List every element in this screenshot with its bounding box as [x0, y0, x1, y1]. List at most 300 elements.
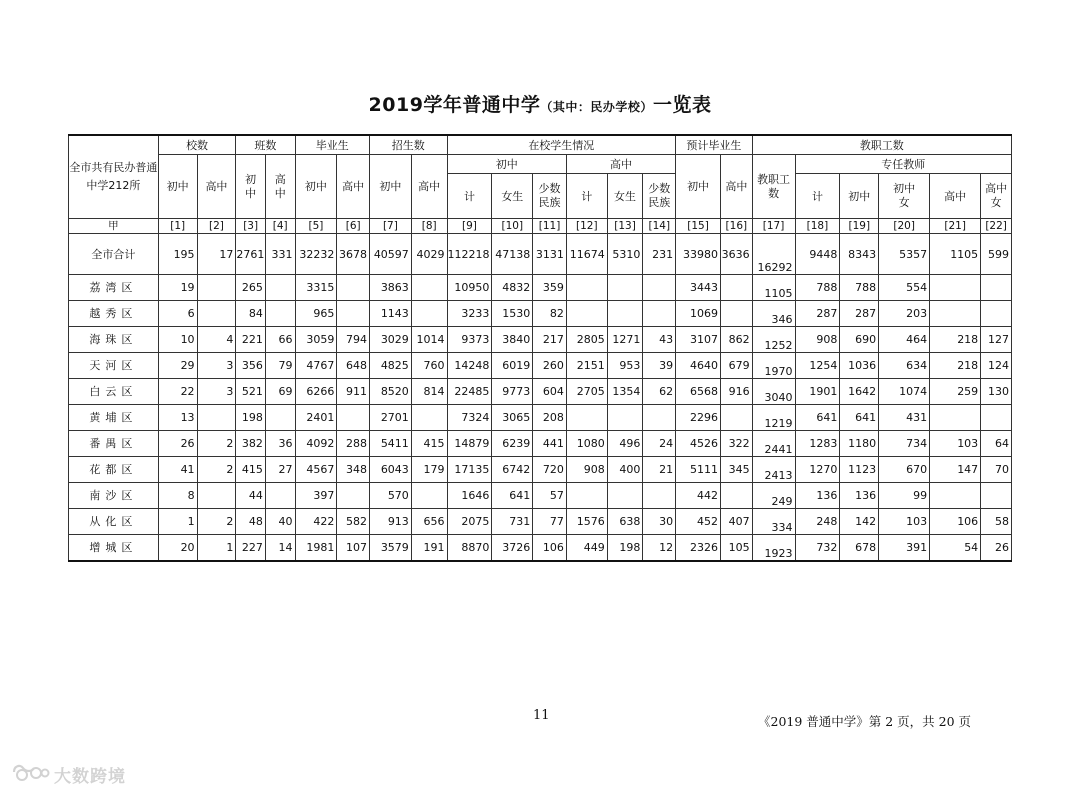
table-cell: 14248: [447, 353, 492, 379]
table-cell: 734: [879, 431, 930, 457]
header-staff: 教职工数: [752, 135, 1011, 155]
table-cell: 3: [197, 353, 236, 379]
table-row: [69, 509, 1012, 535]
table-cell: 4567: [295, 457, 337, 483]
table-cell: 198: [236, 405, 266, 431]
table-cell: 422: [295, 509, 337, 535]
table-cell: 3726: [492, 535, 533, 562]
table-cell: 62: [643, 379, 676, 405]
table-cell: [721, 275, 753, 301]
table-cell: 788: [840, 275, 879, 301]
table-cell: 449: [566, 535, 607, 562]
header-schools-junior: 初中: [158, 155, 197, 219]
table-cell: 452: [676, 509, 721, 535]
table-cell: 582: [337, 509, 370, 535]
table-body: [69, 234, 1012, 562]
table-cell: 17135: [447, 457, 492, 483]
table-cell: 1576: [566, 509, 607, 535]
table-cell: 3579: [369, 535, 411, 562]
table-cell: [930, 483, 981, 509]
table-cell: 1530: [492, 301, 533, 327]
table-cell: 1123: [840, 457, 879, 483]
table-cell: 1105: [930, 234, 981, 275]
row-label: 花都区: [69, 457, 159, 483]
row-label: 增城区: [69, 535, 159, 562]
table-cell: 678: [840, 535, 879, 562]
table-row: [69, 431, 1012, 457]
table-cell: [265, 405, 295, 431]
statistics-table: [68, 134, 1012, 562]
table-cell: [607, 275, 643, 301]
table-cell: [566, 301, 607, 327]
table-cell: 8870: [447, 535, 492, 562]
table-cell: 1143: [369, 301, 411, 327]
table-cell: 641: [492, 483, 533, 509]
table-cell: 965: [295, 301, 337, 327]
column-index-cell: [4]: [265, 219, 295, 234]
table-cell: 260: [533, 353, 567, 379]
table-cell: 1981: [295, 535, 337, 562]
table-cell: 249: [752, 483, 795, 509]
table-cell: 103: [879, 509, 930, 535]
table-cell: 908: [566, 457, 607, 483]
table-cell: 195: [158, 234, 197, 275]
column-index-cell: [16]: [721, 219, 753, 234]
column-index-cell: [17]: [752, 219, 795, 234]
table-cell: 127: [981, 327, 1012, 353]
table-cell: 554: [879, 275, 930, 301]
table-cell: 391: [879, 535, 930, 562]
table-cell: 10950: [447, 275, 492, 301]
table-cell: 4092: [295, 431, 337, 457]
table-cell: 1: [197, 535, 236, 562]
table-cell: 99: [879, 483, 930, 509]
table-cell: 911: [337, 379, 370, 405]
table-cell: 287: [840, 301, 879, 327]
column-index-cell: [18]: [795, 219, 840, 234]
table-cell: 1271: [607, 327, 643, 353]
table-cell: 44: [236, 483, 266, 509]
table-cell: 77: [533, 509, 567, 535]
table-cell: [721, 301, 753, 327]
table-cell: 464: [879, 327, 930, 353]
table-cell: 39: [643, 353, 676, 379]
table-cell: [411, 301, 447, 327]
table-cell: 496: [607, 431, 643, 457]
table-cell: 400: [607, 457, 643, 483]
table-row: [69, 353, 1012, 379]
header-students: 在校学生情况: [447, 135, 676, 155]
table-cell: [566, 483, 607, 509]
header-classes: 班数: [236, 135, 295, 155]
table-cell: 26: [158, 431, 197, 457]
table-cell: 648: [337, 353, 370, 379]
table-cell: 22: [158, 379, 197, 405]
table-cell: 570: [369, 483, 411, 509]
column-index-cell: [8]: [411, 219, 447, 234]
table-cell: [337, 275, 370, 301]
watermark: [10, 761, 126, 787]
table-cell: 5310: [607, 234, 643, 275]
header-classes-senior: 高 中: [265, 155, 295, 219]
header-row-sub: [69, 155, 1012, 174]
table-cell: 136: [795, 483, 840, 509]
table-cell: 397: [295, 483, 337, 509]
table-cell: 916: [721, 379, 753, 405]
table-cell: 599: [981, 234, 1012, 275]
table-cell: 634: [879, 353, 930, 379]
table-cell: 208: [533, 405, 567, 431]
table-cell: 54: [930, 535, 981, 562]
table-row: [69, 379, 1012, 405]
table-cell: [265, 483, 295, 509]
table-row: [69, 327, 1012, 353]
table-cell: 641: [840, 405, 879, 431]
header-senior-minority: 少数 民族: [643, 174, 676, 219]
table-cell: [930, 405, 981, 431]
table-cell: 29: [158, 353, 197, 379]
table-cell: [265, 301, 295, 327]
table-cell: [411, 405, 447, 431]
table-row: [69, 275, 1012, 301]
table-cell: [607, 301, 643, 327]
table-cell: 10: [158, 327, 197, 353]
table-row: [69, 301, 1012, 327]
table-cell: 14: [265, 535, 295, 562]
table-cell: 2326: [676, 535, 721, 562]
column-index-cell: [9]: [447, 219, 492, 234]
table-cell: 8343: [840, 234, 879, 275]
table-cell: [265, 275, 295, 301]
table-cell: 14879: [447, 431, 492, 457]
table-cell: 179: [411, 457, 447, 483]
header-teachers-senior: 高中: [930, 174, 981, 219]
table-cell: 103: [930, 431, 981, 457]
table-cell: 8520: [369, 379, 411, 405]
header-junior-total: 计: [447, 174, 492, 219]
table-cell: [197, 275, 236, 301]
table-row: [69, 535, 1012, 562]
table-cell: [930, 301, 981, 327]
row-label: 越秀区: [69, 301, 159, 327]
table-cell: 1283: [795, 431, 840, 457]
table-cell: [337, 483, 370, 509]
header-expected-junior: 初中: [676, 155, 721, 219]
table-cell: [197, 301, 236, 327]
table-cell: 147: [930, 457, 981, 483]
table-cell: [643, 483, 676, 509]
table-cell: 3107: [676, 327, 721, 353]
table-cell: 105: [721, 535, 753, 562]
table-cell: 218: [930, 327, 981, 353]
table-cell: 1105: [752, 275, 795, 301]
table-cell: [981, 405, 1012, 431]
table-cell: [643, 275, 676, 301]
table-cell: 9448: [795, 234, 840, 275]
header-expected-senior: 高中: [721, 155, 753, 219]
table-cell: 4767: [295, 353, 337, 379]
table-cell: 79: [265, 353, 295, 379]
page-title: [0, 90, 1080, 117]
table-row: [69, 405, 1012, 431]
column-index-cell: [3]: [236, 219, 266, 234]
table-cell: 348: [337, 457, 370, 483]
table-cell: 27: [265, 457, 295, 483]
table-cell: 106: [533, 535, 567, 562]
table-cell: 124: [981, 353, 1012, 379]
table-cell: 48: [236, 509, 266, 535]
table-cell: 1901: [795, 379, 840, 405]
table-cell: 415: [411, 431, 447, 457]
table-cell: 112218: [447, 234, 492, 275]
column-index-cell: [13]: [607, 219, 643, 234]
table-cell: 356: [236, 353, 266, 379]
header-schools: 校数: [158, 135, 236, 155]
table-cell: 17: [197, 234, 236, 275]
table-cell: 33980: [676, 234, 721, 275]
column-index-cell: 甲: [69, 219, 159, 234]
header-teachers: 专任教师: [795, 155, 1012, 174]
table-cell: 3065: [492, 405, 533, 431]
table-cell: 191: [411, 535, 447, 562]
table-cell: 47138: [492, 234, 533, 275]
table-cell: 690: [840, 327, 879, 353]
table-cell: 2805: [566, 327, 607, 353]
table-cell: [643, 301, 676, 327]
table-cell: 2: [197, 431, 236, 457]
table-cell: 431: [879, 405, 930, 431]
table-cell: 3636: [721, 234, 753, 275]
header-students-junior: 初中: [447, 155, 566, 174]
watermark-text: 大数跨境: [54, 766, 126, 787]
column-index-cell: [19]: [840, 219, 879, 234]
table-cell: 679: [721, 353, 753, 379]
table-cell: 3678: [337, 234, 370, 275]
column-index-cell: [7]: [369, 219, 411, 234]
table-cell: 2: [197, 509, 236, 535]
table-cell: [981, 301, 1012, 327]
table-cell: [411, 275, 447, 301]
table-cell: 4832: [492, 275, 533, 301]
table-cell: 3315: [295, 275, 337, 301]
table-cell: 2701: [369, 405, 411, 431]
table-cell: 1219: [752, 405, 795, 431]
table-cell: 22485: [447, 379, 492, 405]
table-cell: 346: [752, 301, 795, 327]
table-cell: 142: [840, 509, 879, 535]
header-graduates-senior: 高中: [337, 155, 370, 219]
table-cell: 441: [533, 431, 567, 457]
table-cell: 3233: [447, 301, 492, 327]
column-index-cell: [21]: [930, 219, 981, 234]
table-cell: 760: [411, 353, 447, 379]
table-cell: 70: [981, 457, 1012, 483]
table-cell: 7324: [447, 405, 492, 431]
table-cell: 66: [265, 327, 295, 353]
row-label: 荔湾区: [69, 275, 159, 301]
table-cell: 32232: [295, 234, 337, 275]
table-cell: 130: [981, 379, 1012, 405]
table-cell: [197, 405, 236, 431]
table-cell: 322: [721, 431, 753, 457]
table-cell: 1252: [752, 327, 795, 353]
table-cell: 198: [607, 535, 643, 562]
table-cell: 641: [795, 405, 840, 431]
table-cell: 106: [930, 509, 981, 535]
table-cell: 521: [236, 379, 266, 405]
header-enroll-senior: 高中: [411, 155, 447, 219]
table-cell: 20: [158, 535, 197, 562]
column-index-cell: [2]: [197, 219, 236, 234]
table-cell: 670: [879, 457, 930, 483]
table-cell: 21: [643, 457, 676, 483]
table-cell: [643, 405, 676, 431]
table-cell: 1069: [676, 301, 721, 327]
table-cell: 656: [411, 509, 447, 535]
table-cell: 442: [676, 483, 721, 509]
header-row-groups: [69, 135, 1012, 155]
table-cell: 9373: [447, 327, 492, 353]
table-cell: 2296: [676, 405, 721, 431]
table-cell: 5357: [879, 234, 930, 275]
table-cell: [337, 405, 370, 431]
table-cell: 3443: [676, 275, 721, 301]
header-students-senior: 高中: [566, 155, 675, 174]
table-cell: [721, 405, 753, 431]
table-cell: 43: [643, 327, 676, 353]
header-graduates: 毕业生: [295, 135, 369, 155]
table-cell: 217: [533, 327, 567, 353]
table-cell: 3059: [295, 327, 337, 353]
title-main: 2019学年普通中学: [368, 94, 541, 116]
table-cell: 231: [643, 234, 676, 275]
row-label: 从化区: [69, 509, 159, 535]
header-teachers-junior: 初中: [840, 174, 879, 219]
table-cell: 2: [197, 457, 236, 483]
table-cell: 1646: [447, 483, 492, 509]
table-cell: 58: [981, 509, 1012, 535]
table-cell: 2705: [566, 379, 607, 405]
header-enroll-junior: 初中: [369, 155, 411, 219]
page-number: 11: [533, 708, 550, 723]
table-cell: 40597: [369, 234, 411, 275]
table-cell: 731: [492, 509, 533, 535]
header-senior-female: 女生: [607, 174, 643, 219]
column-index-cell: [15]: [676, 219, 721, 234]
table-cell: 814: [411, 379, 447, 405]
table-cell: 40: [265, 509, 295, 535]
column-index-cell: [20]: [879, 219, 930, 234]
table-cell: 1254: [795, 353, 840, 379]
table-cell: 64: [981, 431, 1012, 457]
table-cell: 6742: [492, 457, 533, 483]
table-cell: 2151: [566, 353, 607, 379]
table-cell: [566, 405, 607, 431]
table-cell: 1923: [752, 535, 795, 562]
table-cell: 359: [533, 275, 567, 301]
table-cell: 6266: [295, 379, 337, 405]
header-teachers-junior-female: 初中 女: [879, 174, 930, 219]
table-cell: 4825: [369, 353, 411, 379]
table-cell: 407: [721, 509, 753, 535]
table-cell: 82: [533, 301, 567, 327]
table-cell: 36: [265, 431, 295, 457]
table-cell: [930, 275, 981, 301]
table-cell: 41: [158, 457, 197, 483]
table-cell: 794: [337, 327, 370, 353]
header-graduates-junior: 初中: [295, 155, 337, 219]
header-classes-junior: 初 中: [236, 155, 266, 219]
table-cell: 84: [236, 301, 266, 327]
table-cell: 1036: [840, 353, 879, 379]
table-cell: 288: [337, 431, 370, 457]
row-label: 白云区: [69, 379, 159, 405]
table-cell: 4: [197, 327, 236, 353]
table-cell: 638: [607, 509, 643, 535]
table-cell: 720: [533, 457, 567, 483]
table-cell: 908: [795, 327, 840, 353]
table-cell: [337, 301, 370, 327]
table-cell: 6019: [492, 353, 533, 379]
table-cell: 218: [930, 353, 981, 379]
column-index-row: [69, 219, 1012, 234]
table-cell: 3840: [492, 327, 533, 353]
table-cell: [566, 275, 607, 301]
table-cell: 265: [236, 275, 266, 301]
table-cell: 1: [158, 509, 197, 535]
table-cell: 107: [337, 535, 370, 562]
table-cell: 382: [236, 431, 266, 457]
row-label: 番禺区: [69, 431, 159, 457]
column-index-cell: [14]: [643, 219, 676, 234]
table-cell: 415: [236, 457, 266, 483]
table-cell: 2075: [447, 509, 492, 535]
table-cell: 4640: [676, 353, 721, 379]
header-schools-senior: 高中: [197, 155, 236, 219]
column-index-cell: [22]: [981, 219, 1012, 234]
table-cell: 1014: [411, 327, 447, 353]
table-cell: 5411: [369, 431, 411, 457]
column-index-cell: [5]: [295, 219, 337, 234]
table-cell: [607, 405, 643, 431]
table-cell: 331: [265, 234, 295, 275]
row-label: 天河区: [69, 353, 159, 379]
table-cell: 26: [981, 535, 1012, 562]
table-cell: 203: [879, 301, 930, 327]
table-cell: 3029: [369, 327, 411, 353]
column-index-cell: [6]: [337, 219, 370, 234]
table-cell: 2401: [295, 405, 337, 431]
row-label: 全市合计: [69, 234, 159, 275]
table-cell: 862: [721, 327, 753, 353]
table-cell: 11674: [566, 234, 607, 275]
table-cell: 19: [158, 275, 197, 301]
table-cell: 3040: [752, 379, 795, 405]
table-cell: 334: [752, 509, 795, 535]
table-cell: 136: [840, 483, 879, 509]
table-cell: 248: [795, 509, 840, 535]
column-index-cell: [11]: [533, 219, 567, 234]
table-cell: 4526: [676, 431, 721, 457]
table-cell: 1080: [566, 431, 607, 457]
header-teachers-total: 计: [795, 174, 840, 219]
table-cell: 6: [158, 301, 197, 327]
table-cell: 1970: [752, 353, 795, 379]
table-cell: [607, 483, 643, 509]
table-cell: 2761: [236, 234, 266, 275]
table-cell: 13: [158, 405, 197, 431]
table-cell: 1642: [840, 379, 879, 405]
